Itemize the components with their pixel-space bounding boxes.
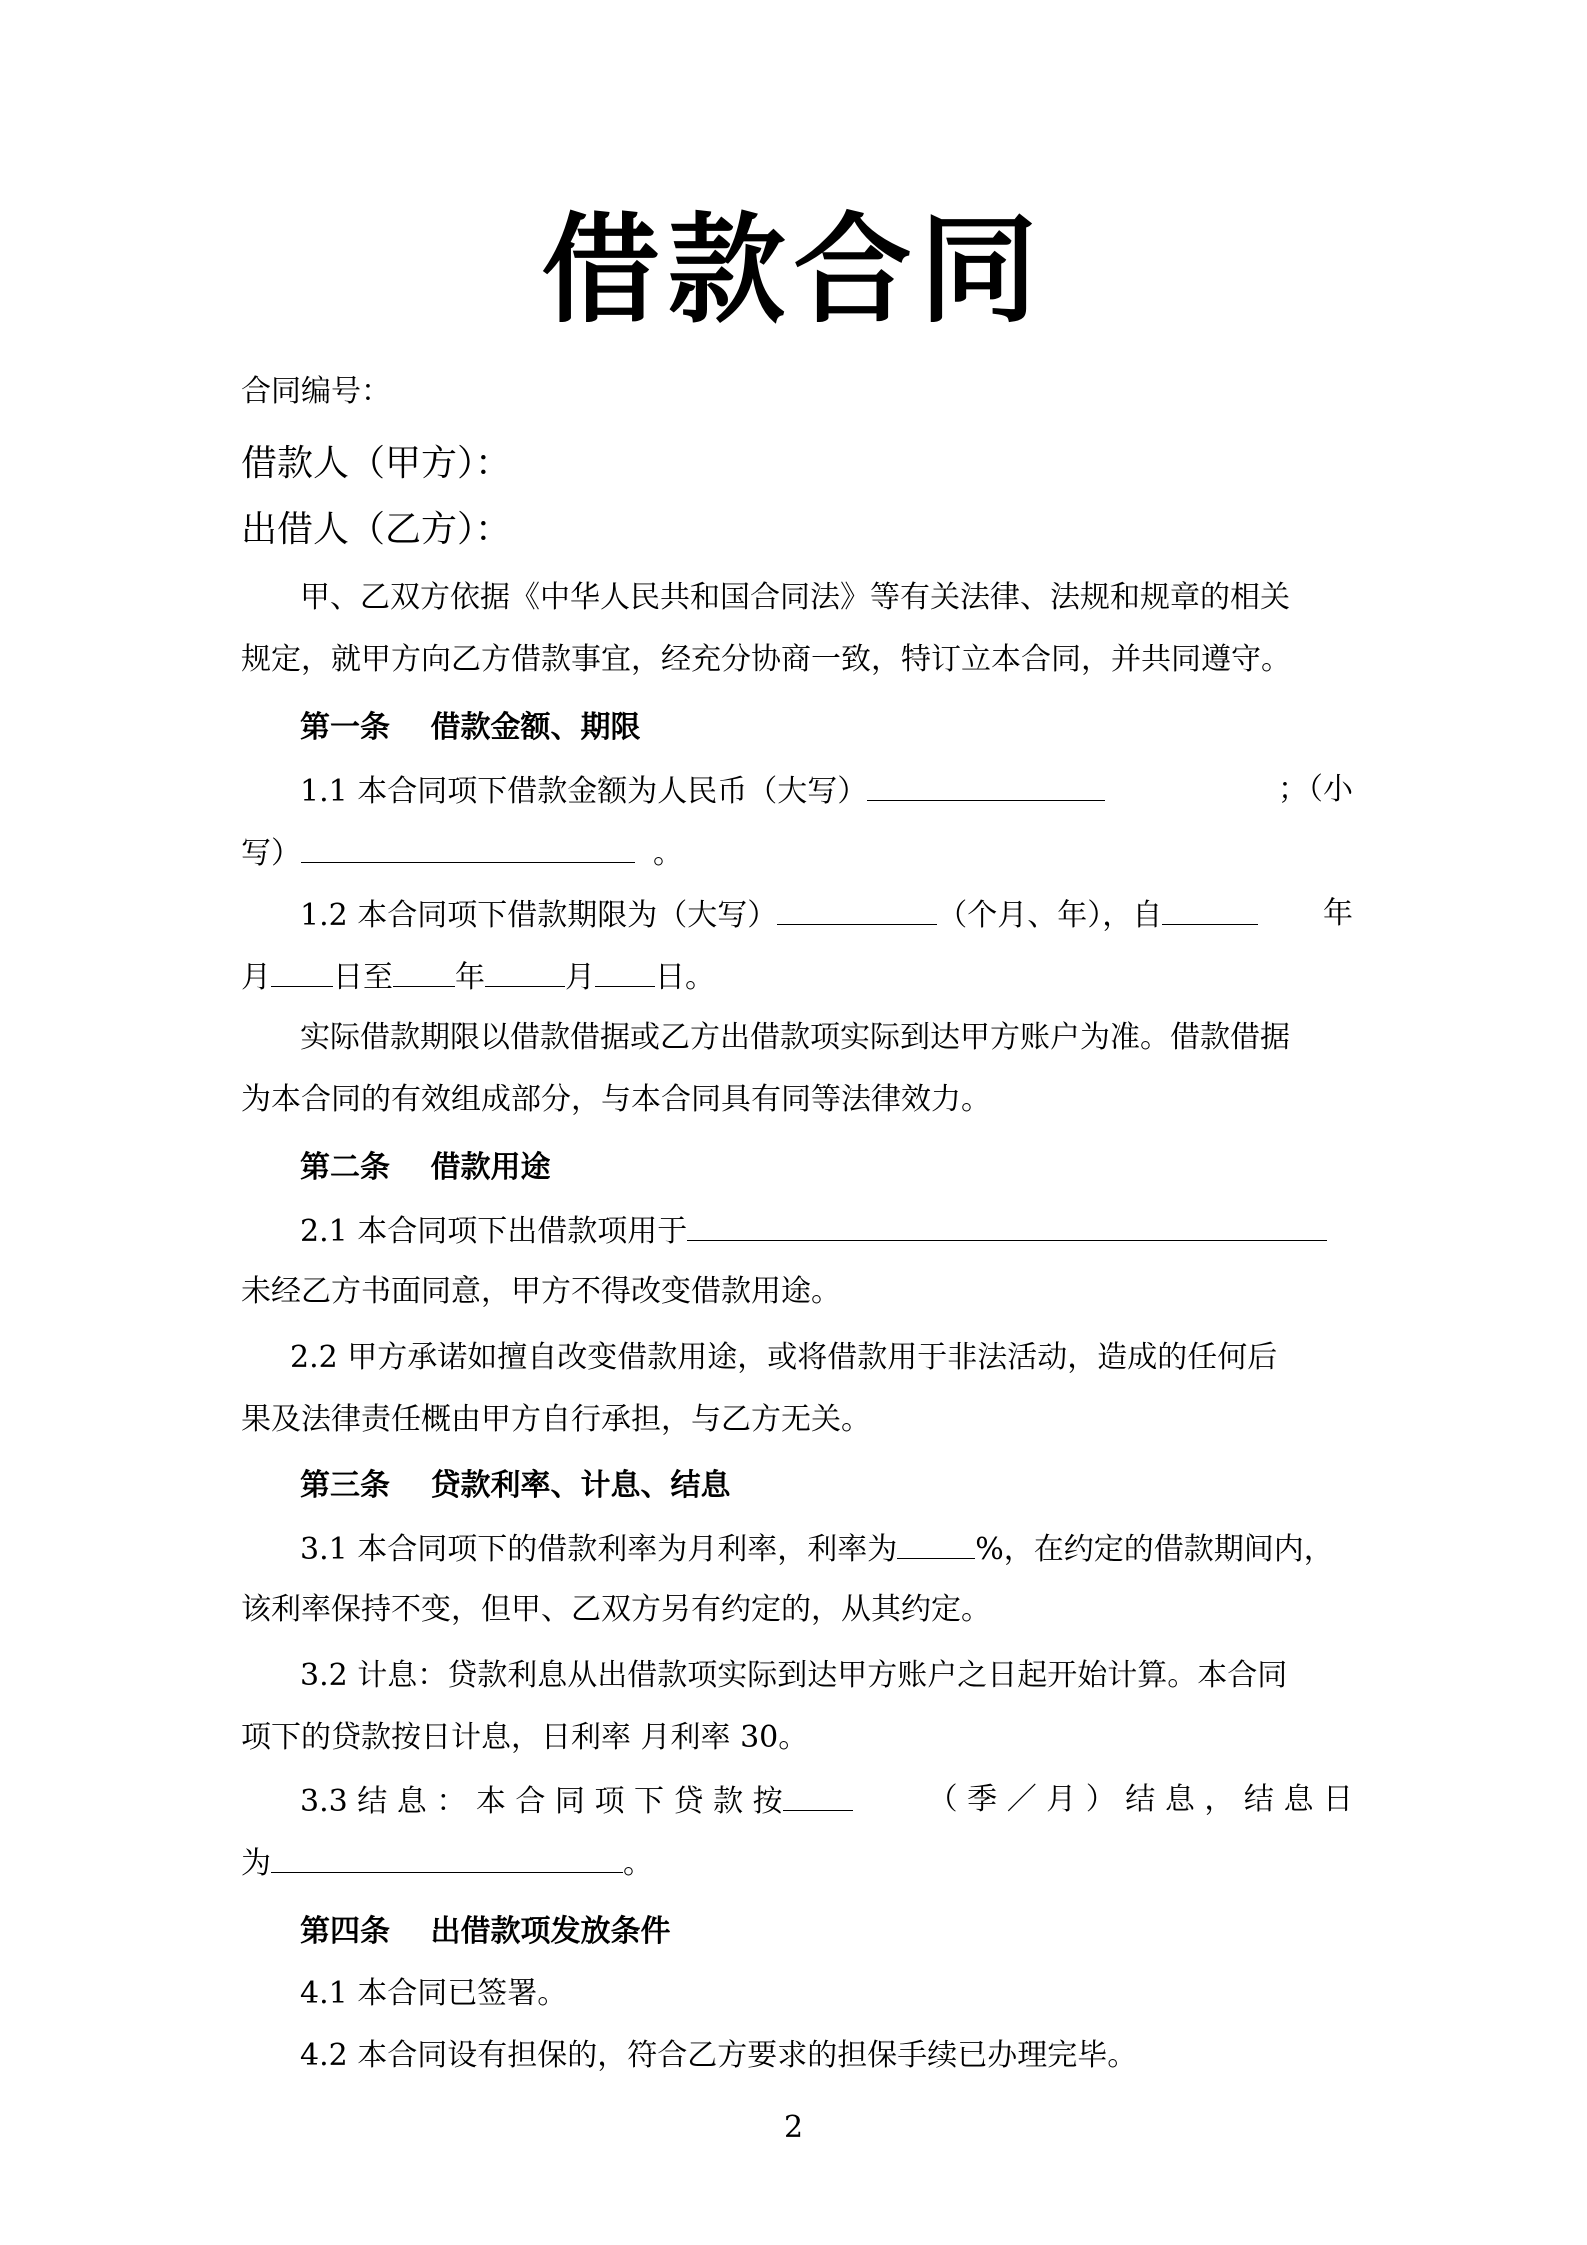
clause-4-2: 4.2 本合同设有担保的，符合乙方要求的担保手续已办理完毕。 xyxy=(300,2038,1138,2073)
clause-3-1-line-1 xyxy=(300,1528,1353,1570)
start-year-blank xyxy=(1162,894,1258,925)
term-note-line-2: 为本合同的有效组成部分，与本合同具有同等法律效力。 xyxy=(241,1082,991,1117)
clause-3-1-line-2: 该利率保持不变，但甲、乙双方另有约定的，从其约定。 xyxy=(241,1592,991,1627)
end-year-label: 年 xyxy=(455,960,485,995)
article-1-heading: 第一条 借款金额、期限 xyxy=(300,710,641,745)
clause-1-1-period: 。 xyxy=(653,836,683,871)
start-year-label: 年 xyxy=(1323,896,1353,931)
clause-3-1-text: 3.1 本合同项下的借款利率为月利率，利率为 xyxy=(300,1532,898,1567)
clause-1-1-line-2 xyxy=(241,832,1353,874)
clause-3-3-line-2 xyxy=(241,1842,1353,1884)
clause-3-3-text-3: 为 xyxy=(241,1846,271,1881)
clause-2-1-line-2: 未经乙方书面同意，甲方不得改变借款用途。 xyxy=(241,1274,841,1309)
lender-label: 出借人（乙方）： xyxy=(241,509,512,550)
clause-3-3-period: 。 xyxy=(623,1846,653,1881)
contract-number-label: 合同编号： xyxy=(241,374,391,409)
clause-3-3-line-1 xyxy=(300,1780,1353,1822)
clause-3-3-text: 3.3 结 息 ： 本 合 同 项 下 贷 款 按 xyxy=(300,1784,783,1819)
clause-3-2-line-1: 3.2 计息：贷款利息从出借款项实际到达甲方账户之日起开始计算。本合同 xyxy=(300,1658,1288,1693)
clause-1-1-line-1 xyxy=(300,770,1353,812)
end-day-blank xyxy=(595,956,655,987)
article-4-heading: 第四条 出借款项发放条件 xyxy=(300,1914,671,1949)
clause-2-2-line-1: 2.2 甲方承诺如擅自改变借款用途，或将借款用于非法活动，造成的任何后 xyxy=(290,1340,1278,1375)
end-month-label: 月 xyxy=(565,960,595,995)
clause-3-1-text-2: %，在约定的借款期间内， xyxy=(975,1532,1334,1567)
clause-1-2-line-2 xyxy=(241,956,1353,998)
end-month-blank xyxy=(485,956,565,987)
settlement-period-blank xyxy=(783,1780,853,1811)
start-day-blank xyxy=(271,956,333,987)
purpose-blank xyxy=(687,1210,1327,1241)
end-year-blank xyxy=(393,956,455,987)
clause-2-2-line-2: 果及法律责任概由甲方自行承担，与乙方无关。 xyxy=(241,1402,871,1437)
term-blank xyxy=(777,894,937,925)
start-month-label: 月 xyxy=(241,960,271,995)
intro-line-1: 甲、乙双方依据《中华人民共和国合同法》等有关法律、法规和规章的相关 xyxy=(300,580,1290,615)
borrower-label: 借款人（甲方）： xyxy=(241,443,512,484)
page-number: 2 xyxy=(783,2110,804,2145)
clause-1-2-text: 1.2 本合同项下借款期限为（大写） xyxy=(300,898,778,933)
clause-1-1-text: 1.1 本合同项下借款金额为人民币（大写） xyxy=(300,774,868,809)
end-day-label: 日。 xyxy=(655,960,715,995)
settlement-date-blank xyxy=(271,1842,623,1873)
amount-lowercase-blank xyxy=(301,832,635,863)
term-note-line-1: 实际借款期限以借款借据或乙方出借款项实际到达甲方账户为准。借款借据 xyxy=(300,1020,1290,1055)
article-3-heading: 第三条 贷款利率、计息、结息 xyxy=(300,1468,731,1503)
clause-4-1: 4.1 本合同已签署。 xyxy=(300,1976,568,2011)
intro-line-2: 规定，就甲方向乙方借款事宜，经充分协商一致，特订立本合同，并共同遵守。 xyxy=(241,642,1291,677)
clause-3-3-text-2: （ 季 ／ 月 ） 结 息 ， 结 息 日 xyxy=(927,1782,1353,1817)
start-day-label: 日至 xyxy=(333,960,393,995)
document-title: 借款合同 xyxy=(541,200,1046,339)
clause-1-2-unit: （个月、年），自 xyxy=(937,898,1163,933)
clause-1-2-line-1 xyxy=(300,894,1353,936)
article-2-heading: 第二条 借款用途 xyxy=(300,1150,551,1185)
clause-1-1-text-end: ；（小 xyxy=(1278,772,1353,807)
interest-rate-blank xyxy=(897,1528,975,1559)
clause-1-1-text-2: 写） xyxy=(241,836,301,871)
clause-2-1-line-1 xyxy=(300,1210,1353,1252)
clause-2-1-text: 2.1 本合同项下出借款项用于 xyxy=(300,1214,688,1249)
clause-3-2-line-2: 项下的贷款按日计息，日利率 月利率 30。 xyxy=(241,1720,809,1755)
amount-uppercase-blank xyxy=(867,770,1105,801)
